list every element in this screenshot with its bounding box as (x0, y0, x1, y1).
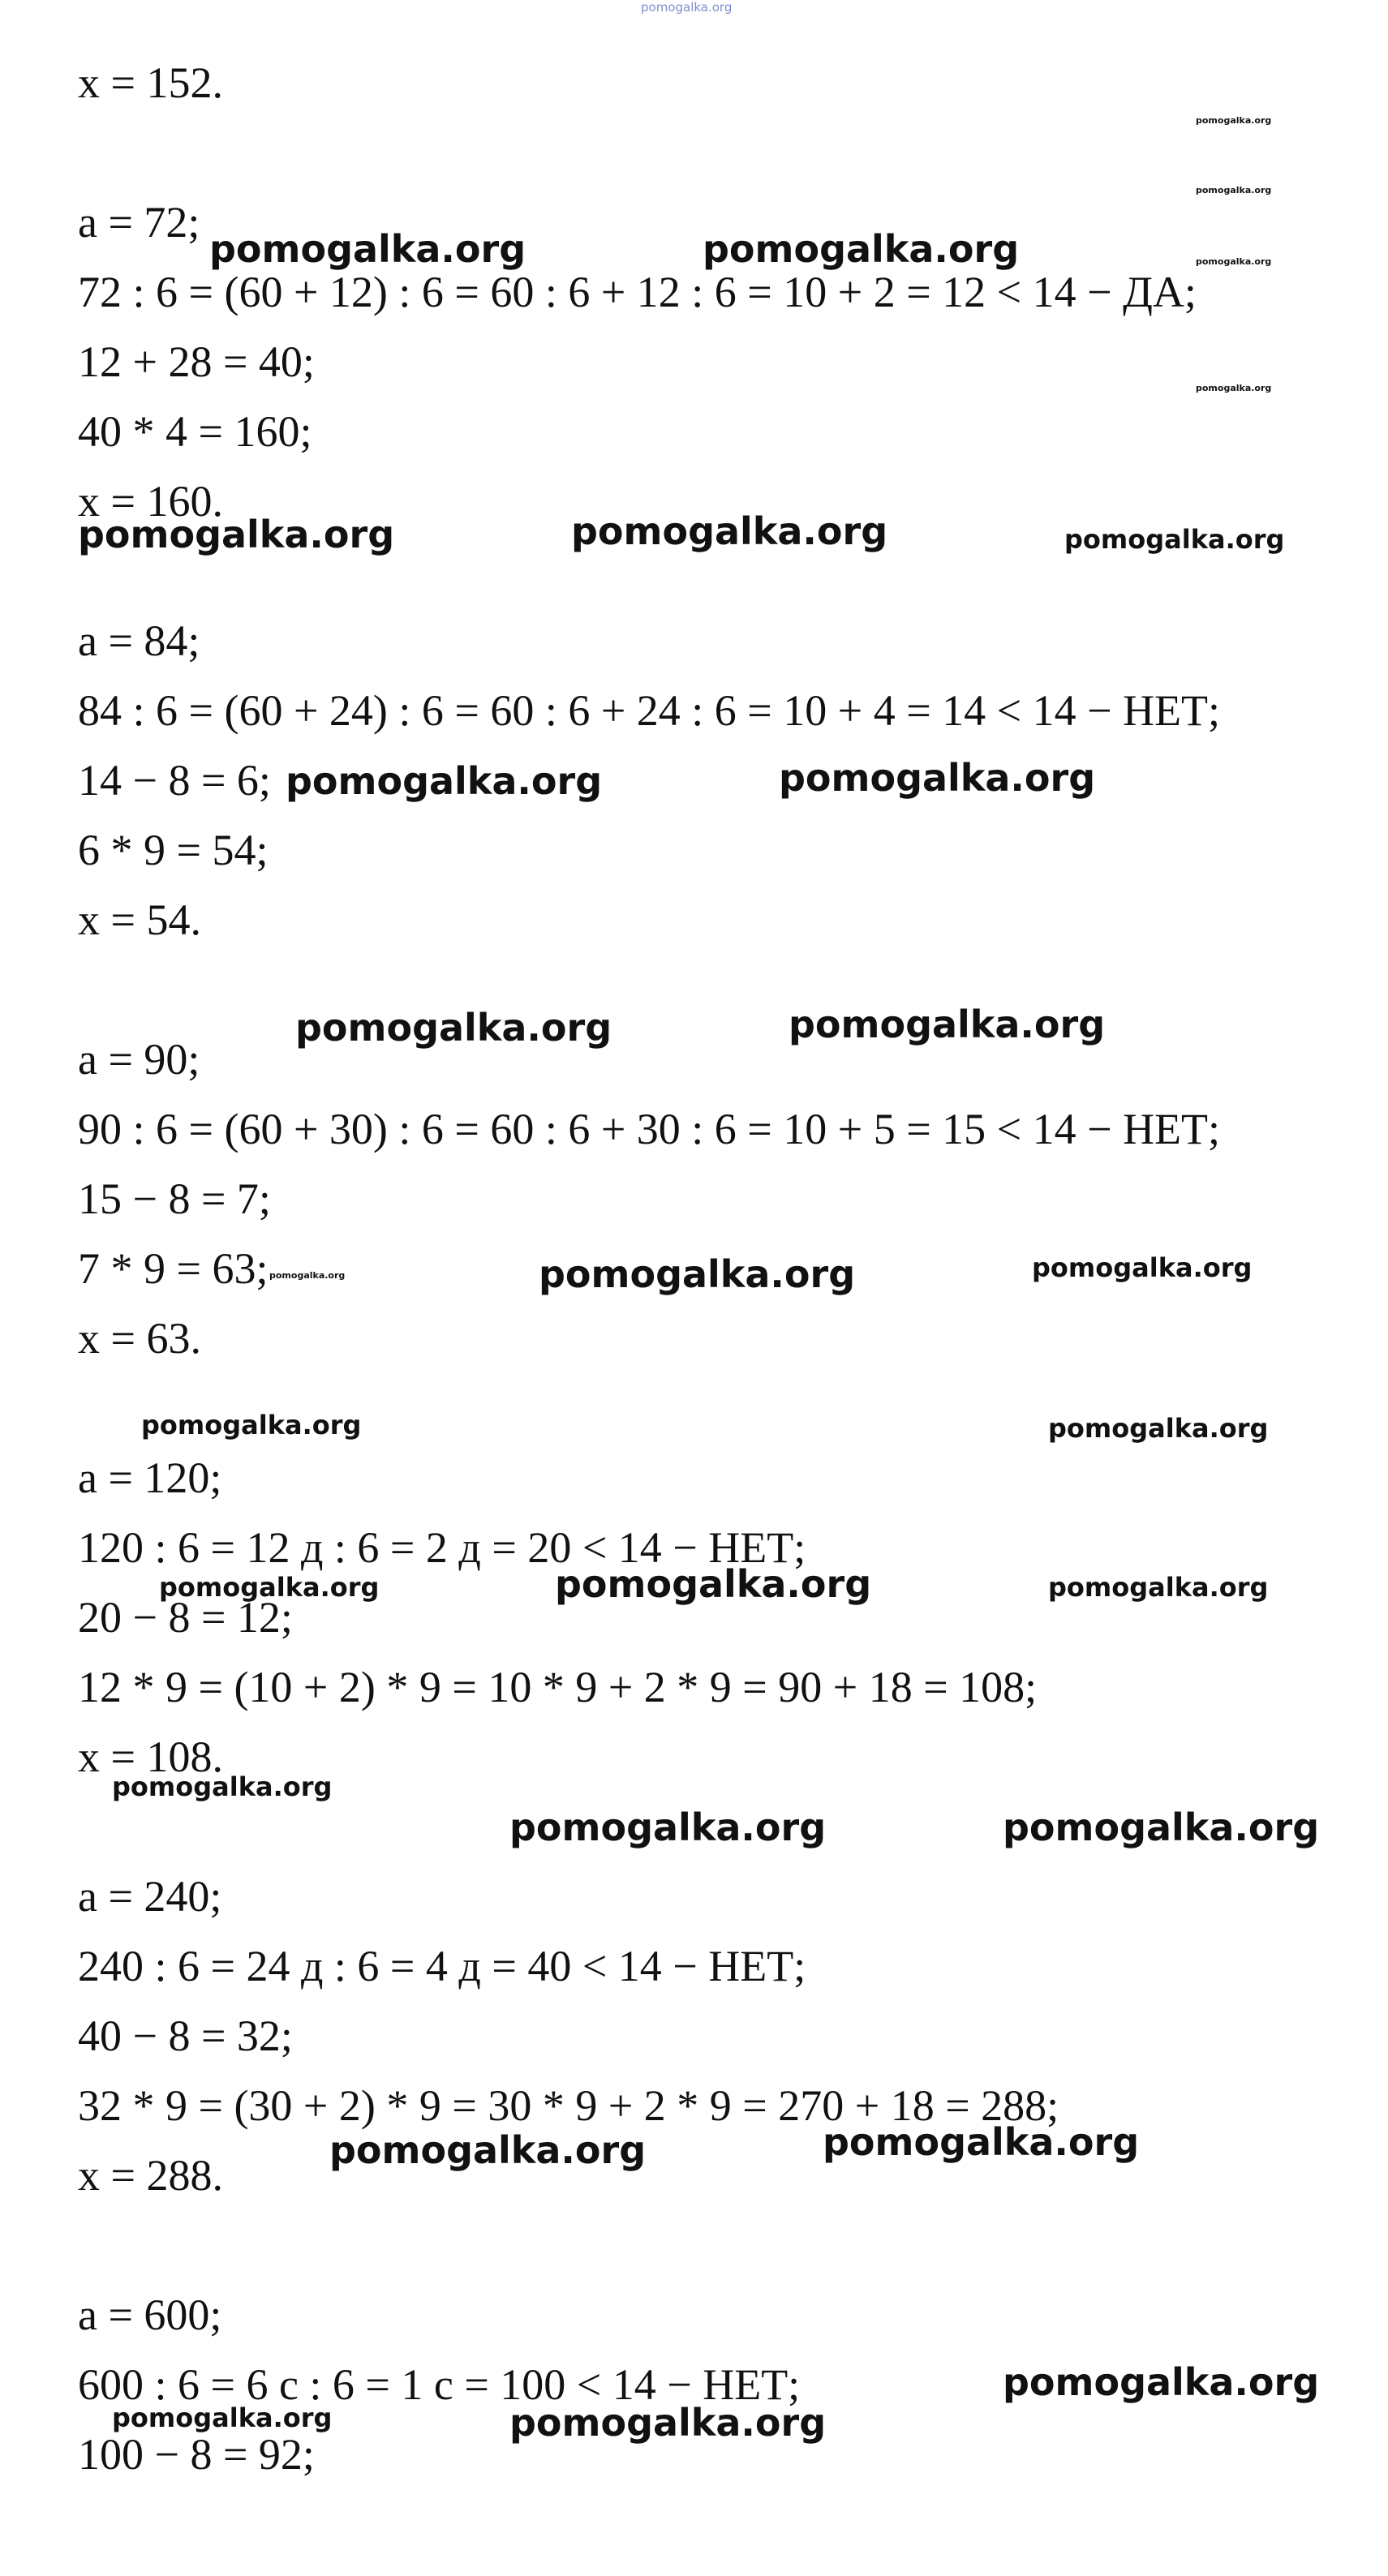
solution-line: a = 84; (78, 616, 200, 665)
watermark: pomogalka.org (209, 227, 526, 271)
watermark: pomogalka.org (1048, 1413, 1269, 1444)
solution-line: 20 − 8 = 12; (78, 1593, 293, 1642)
watermark: pomogalka.org (1196, 115, 1272, 126)
solution-line: a = 72; (78, 198, 200, 247)
watermark: pomogalka.org (295, 1006, 612, 1050)
watermark: pomogalka.org (555, 1562, 872, 1606)
solution-line: a = 600; (78, 2290, 222, 2339)
solution-line: 32 * 9 = (30 + 2) * 9 = 30 * 9 + 2 * 9 = 270 + 18 = 288; (78, 2081, 1059, 2130)
solution-line: x = 54. (78, 895, 201, 944)
solution-line: 90 : 6 = (60 + 30) : 6 = 60 : 6 + 30 : 6 = 10 + 5 = 15 < 14 − НЕТ; (78, 1105, 1221, 1153)
solution-line: 100 − 8 = 92; (78, 2430, 315, 2479)
solution-line: 7 * 9 = 63; (78, 1244, 269, 1293)
solution-line: 40 − 8 = 32; (78, 2011, 293, 2060)
watermark: pomogalka.org (509, 2401, 827, 2445)
solution-line: 15 − 8 = 7; (78, 1174, 271, 1223)
solution-line: x = 108. (78, 1732, 223, 1781)
watermark: pomogalka.org (141, 1410, 362, 1440)
solution-line: 40 * 4 = 160; (78, 407, 312, 456)
watermark: pomogalka.org (1196, 185, 1272, 195)
watermark: pomogalka.org (112, 2402, 333, 2433)
solution-line: a = 240; (78, 1872, 222, 1921)
solution-line: x = 160. (78, 477, 223, 526)
solution-line: x = 288. (78, 2151, 223, 2200)
watermark: pomogalka.org (1003, 2360, 1320, 2404)
watermark: pomogalka.org (789, 1002, 1106, 1046)
solution-line: x = 63. (78, 1314, 201, 1363)
watermark: pomogalka.org (1032, 1252, 1253, 1283)
solution-line: 84 : 6 = (60 + 24) : 6 = 60 : 6 + 24 : 6 = 10 + 4 = 14 < 14 − НЕТ; (78, 686, 1221, 735)
watermark: pomogalka.org (703, 227, 1020, 271)
watermark: pomogalka.org (1196, 383, 1272, 393)
solution-line: 6 * 9 = 54; (78, 826, 269, 874)
watermark: pomogalka.org (78, 513, 395, 556)
solution-line: 120 : 6 = 12 д : 6 = 2 д = 20 < 14 − НЕТ; (78, 1523, 806, 1572)
watermark: pomogalka.org (571, 509, 888, 553)
watermark: pomogalka.org (539, 1252, 856, 1296)
solution-line: 12 * 9 = (10 + 2) * 9 = 10 * 9 + 2 * 9 = 90 + 18 = 108; (78, 1663, 1038, 1711)
watermark: pomogalka.org (823, 2120, 1140, 2164)
solution-line: 12 + 28 = 40; (78, 337, 315, 386)
site-header-label: pomogalka.org (641, 0, 733, 15)
solution-line: 72 : 6 = (60 + 12) : 6 = 60 : 6 + 12 : 6 = 10 + 2 = 12 < 14 − ДА; (78, 268, 1197, 316)
solution-line: 600 : 6 = 6 с : 6 = 1 с = 100 < 14 − НЕТ; (78, 2360, 801, 2409)
watermark: pomogalka.org (509, 1805, 827, 1849)
solution-line: 14 − 8 = 6; (78, 756, 271, 805)
watermark: pomogalka.org (1048, 1572, 1269, 1603)
watermark: pomogalka.org (112, 1771, 333, 1802)
solution-line: a = 120; (78, 1453, 222, 1502)
solution-line: a = 90; (78, 1035, 200, 1084)
watermark: pomogalka.org (269, 1270, 346, 1281)
watermark: pomogalka.org (779, 756, 1096, 800)
watermark: pomogalka.org (1064, 524, 1285, 555)
solution-line: x = 152. (78, 58, 223, 107)
watermark: pomogalka.org (286, 759, 603, 803)
solution-line: 240 : 6 = 24 д : 6 = 4 д = 40 < 14 − НЕТ; (78, 1942, 806, 1990)
watermark: pomogalka.org (1003, 1805, 1320, 1849)
watermark: pomogalka.org (1196, 256, 1272, 267)
watermark: pomogalka.org (329, 2128, 647, 2172)
watermark: pomogalka.org (159, 1572, 380, 1603)
